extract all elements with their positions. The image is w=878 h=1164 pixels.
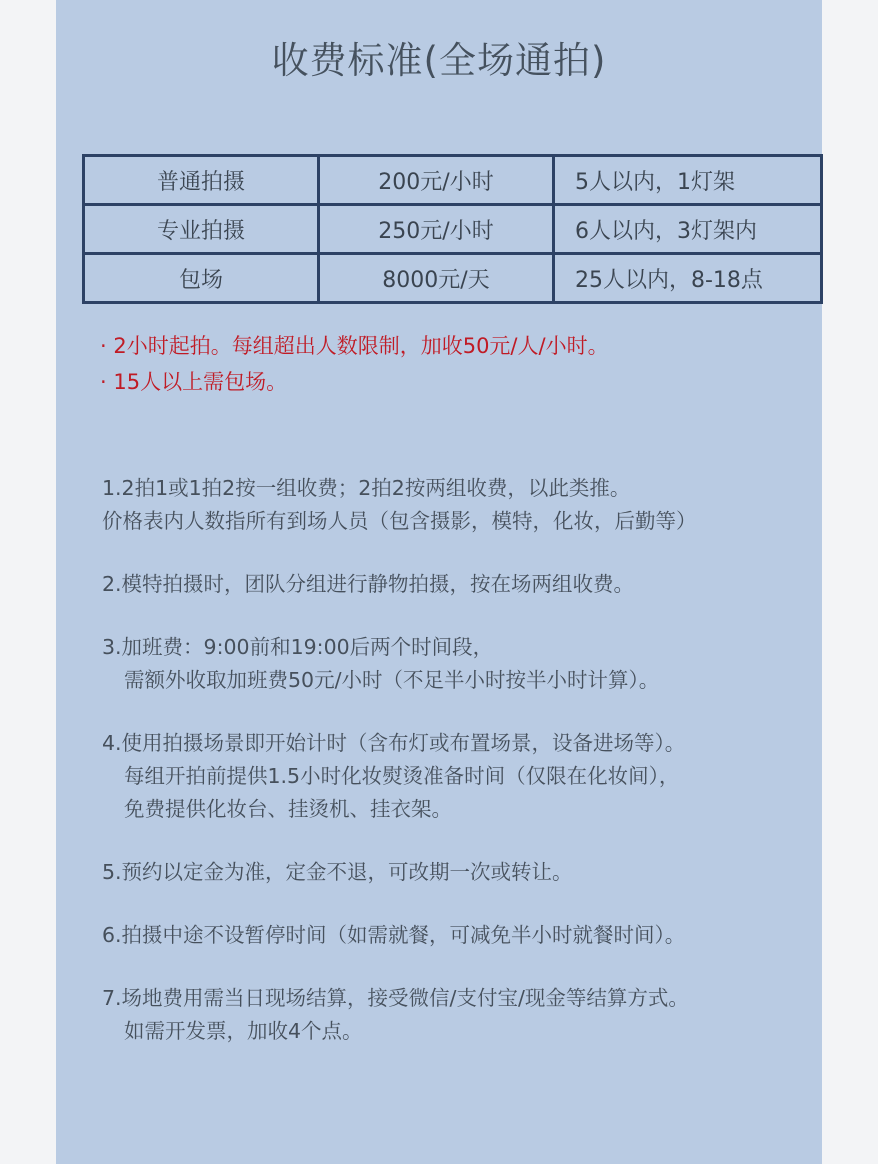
rule-line: 需额外收取加班费50元/小时（不足半小时按半小时计算）。 bbox=[124, 668, 660, 692]
rule-item bbox=[102, 631, 822, 697]
rule-line: 1.2拍1或1拍2按一组收费；2拍2按两组收费，以此类推。 bbox=[102, 476, 631, 500]
rule-line: 价格表内人数指所有到场人员（包含摄影，模特，化妆，后勤等） bbox=[102, 509, 697, 533]
rule-line: 如需开发票，加收4个点。 bbox=[124, 1019, 363, 1043]
rule-item bbox=[102, 856, 822, 889]
rule-line: 6.拍摄中途不设暂停时间（如需就餐，可减免半小时就餐时间）。 bbox=[102, 923, 686, 947]
rule-item bbox=[102, 919, 822, 952]
table-cell: 专业拍摄 bbox=[84, 205, 319, 254]
rule-line: 7.场地费用需当日现场结算，接受微信/支付宝/现金等结算方式。 bbox=[102, 986, 689, 1010]
rule-item bbox=[102, 982, 822, 1048]
table-cell: 250元/小时 bbox=[319, 205, 554, 254]
table-cell: 200元/小时 bbox=[319, 156, 554, 205]
rule-line: 3.加班费：9:00前和19:00后两个时间段， bbox=[102, 635, 494, 659]
price-table bbox=[82, 154, 823, 304]
table-row bbox=[84, 254, 822, 303]
table-row bbox=[84, 205, 822, 254]
rule-line: 4.使用拍摄场景即开始计时（含布灯或布置场景，设备进场等）。 bbox=[102, 731, 686, 755]
note-item: · 15人以上需包场。 bbox=[100, 370, 288, 394]
rule-line: 2.模特拍摄时，团队分组进行静物拍摄，按在场两组收费。 bbox=[102, 572, 635, 596]
page-title: 收费标准(全场通拍) bbox=[271, 39, 607, 82]
red-notes bbox=[100, 328, 609, 400]
rule-line: 5.预约以定金为准，定金不退，可改期一次或转让。 bbox=[102, 860, 573, 884]
table-row bbox=[84, 156, 822, 205]
rule-line: 免费提供化妆台、挂烫机、挂衣架。 bbox=[124, 797, 452, 821]
table-cell: 25人以内，8-18点 bbox=[554, 254, 822, 303]
table-cell: 普通拍摄 bbox=[84, 156, 319, 205]
rule-item bbox=[102, 472, 822, 538]
table-cell: 包场 bbox=[84, 254, 319, 303]
rules-list bbox=[102, 472, 822, 1078]
table-cell: 6人以内，3灯架内 bbox=[554, 205, 822, 254]
note-item: · 2小时起拍。每组超出人数限制，加收50元/人/小时。 bbox=[100, 334, 609, 358]
table-cell: 5人以内，1灯架 bbox=[554, 156, 822, 205]
pricing-panel bbox=[56, 0, 822, 1164]
rule-line: 每组开拍前提供1.5小时化妆熨烫准备时间（仅限在化妆间）， bbox=[124, 764, 680, 788]
rule-item bbox=[102, 568, 822, 601]
table-cell: 8000元/天 bbox=[319, 254, 554, 303]
rule-item bbox=[102, 727, 822, 826]
